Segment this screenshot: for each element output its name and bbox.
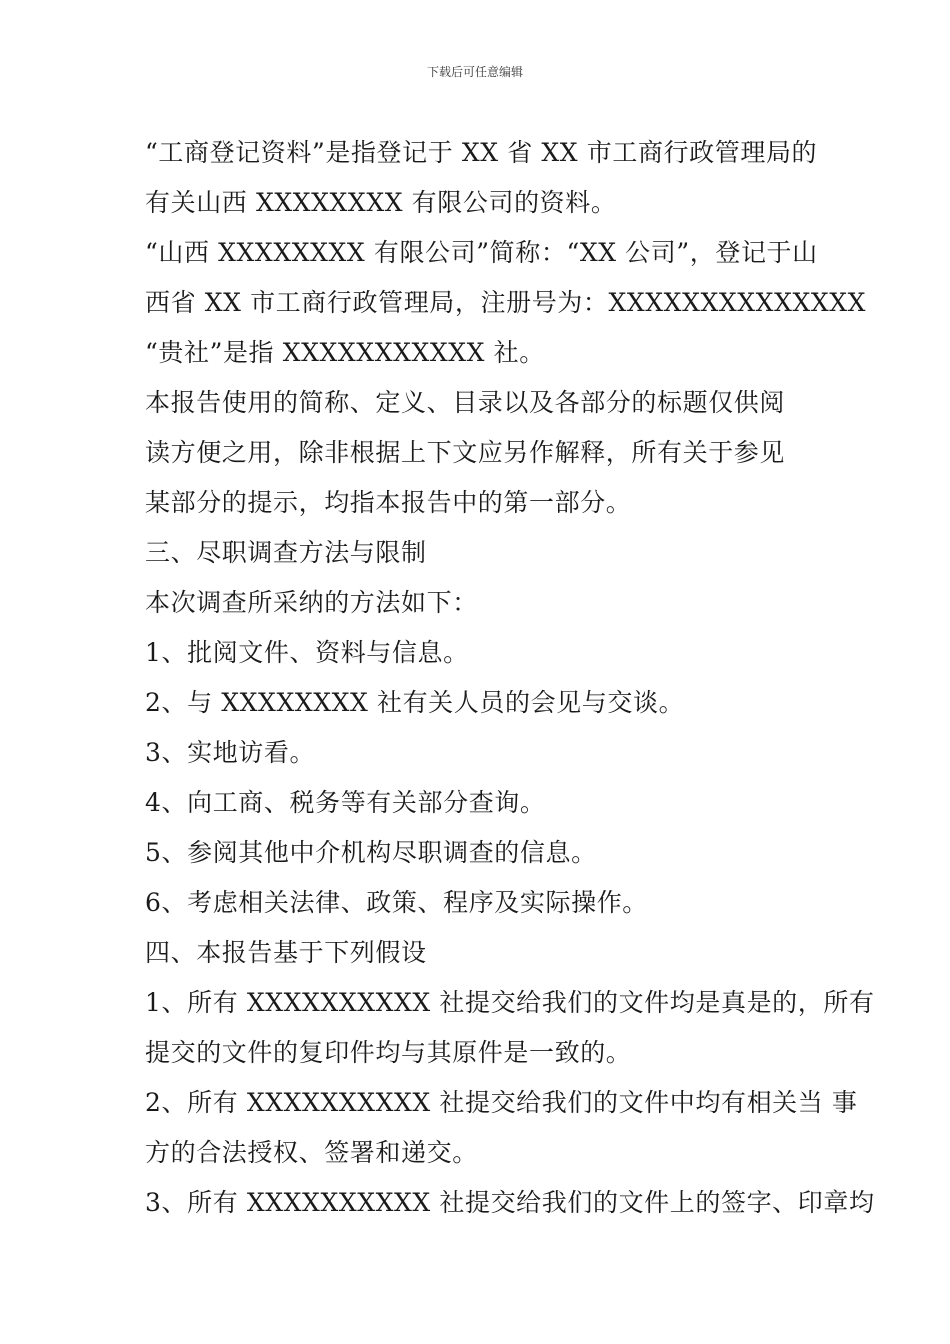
list-item: 3、所有 XXXXXXXXXX 社提交给我们的文件上的签字、印章均 <box>145 1188 875 1217</box>
text-line: 提交的文件的复印件均与其原件是一致的。 <box>145 1038 632 1067</box>
text-line: “山西 XXXXXXXX 有限公司”简称：“XX 公司”，登记于山 <box>145 238 818 267</box>
list-item: 1、所有 XXXXXXXXXX 社提交给我们的文件均是真是的，所有 <box>145 988 875 1017</box>
section-heading: 三、尽职调查方法与限制 <box>145 538 427 567</box>
list-item: 3、实地访看。 <box>145 738 316 767</box>
list-item: 5、参阅其他中介机构尽职调查的信息。 <box>145 838 597 867</box>
text-line: “贵社”是指 XXXXXXXXXXX 社。 <box>145 338 545 367</box>
list-item: 4、向工商、税务等有关部分查询。 <box>145 788 546 817</box>
section-heading: 四、本报告基于下列假设 <box>145 938 427 967</box>
document-body <box>145 128 875 1228</box>
list-item: 2、所有 XXXXXXXXXX 社提交给我们的文件中均有相关当 事 <box>145 1088 858 1117</box>
text-line: 有关山西 XXXXXXXX 有限公司的资料。 <box>145 188 617 217</box>
text-line: 本报告使用的简称、定义、目录以及各部分的标题仅供阅 <box>145 388 786 417</box>
list-item: 6、考虑相关法律、政策、程序及实际操作。 <box>145 888 648 917</box>
text-line: “工商登记资料”是指登记于 XX 省 XX 市工商行政管理局的 <box>145 138 818 167</box>
page-header: 下载后可任意编辑 <box>426 65 523 79</box>
text-line: 读方便之用，除非根据上下文应另作解释，所有关于参见 <box>145 438 786 467</box>
list-item: 2、与 XXXXXXXX 社有关人员的会见与交谈。 <box>145 688 685 717</box>
text-line: 某部分的提示，均指本报告中的第一部分。 <box>145 488 632 517</box>
list-item: 1、批阅文件、资料与信息。 <box>145 638 469 667</box>
text-line: 本次调查所采纳的方法如下： <box>145 588 478 617</box>
text-line: 方的合法授权、签署和递交。 <box>145 1138 478 1167</box>
text-line: 西省 XX 市工商行政管理局，注册号为：XXXXXXXXXXXXXX <box>145 288 867 317</box>
